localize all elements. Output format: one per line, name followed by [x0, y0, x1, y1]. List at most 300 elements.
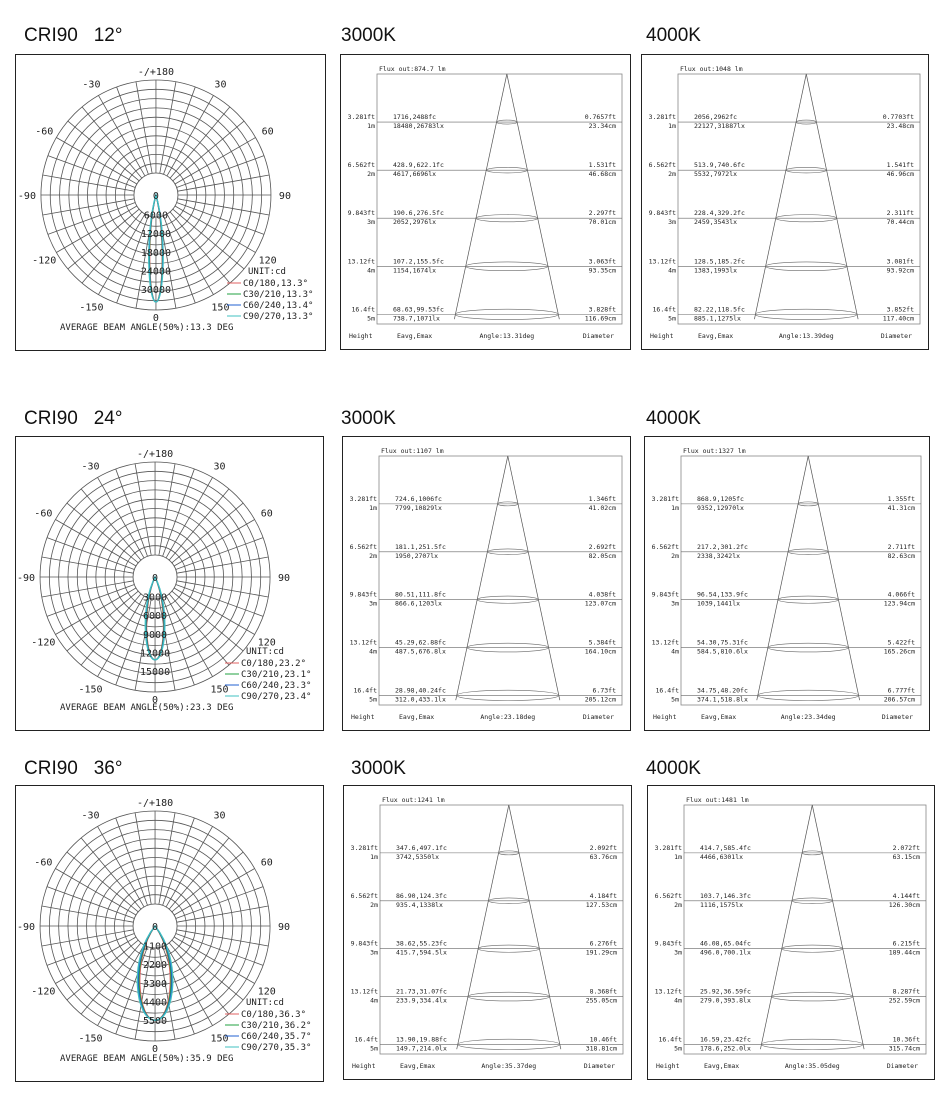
height-ft-label: 9.843ft — [654, 939, 682, 948]
polar-grid-spoke — [177, 203, 264, 235]
polar-grid-spoke — [47, 538, 134, 570]
diameter-ft-label: 8.287ft — [892, 987, 920, 996]
illuminance-fc-label: 46.08,65.04fc — [700, 939, 751, 948]
illuminance-lx-label: 312.0,433.1lx — [395, 695, 446, 704]
illuminance-fc-label: 25.92,36.59fc — [700, 987, 751, 996]
radial-tick-label: 4400 — [143, 997, 168, 1009]
polar-title: CRI90 36° — [24, 758, 123, 779]
illuminance-fc-label: 107.2,155.5fc — [393, 257, 444, 266]
diameter-cm-label: 206.57cm — [883, 695, 915, 704]
cone-edge — [509, 805, 561, 1049]
illuminance-lx-label: 2052,2976lx — [393, 218, 437, 227]
illuminance-lx-label: 584.5,810.6lx — [697, 647, 748, 656]
diameter-ft-label: 5.384ft — [588, 638, 616, 647]
diameter-cm-label: 93.92cm — [886, 266, 914, 275]
polar-angle-label: 120 — [257, 986, 276, 998]
cone-panel — [342, 436, 631, 731]
radial-tick-label: 3300 — [143, 978, 168, 990]
cone-diagram — [648, 786, 936, 1081]
polar-top-label: -/+180 — [136, 798, 174, 809]
polar-grid-spoke — [177, 906, 269, 922]
diameter-cm-label: 205.12cm — [584, 695, 616, 704]
illuminance-fc-label: 68.63,99.53fc — [393, 305, 444, 314]
polar-grid-spoke — [177, 930, 269, 946]
illuminance-lx-label: 738.7,1071lx — [393, 314, 440, 323]
cone-frame — [380, 805, 623, 1054]
polar-grid-spoke — [82, 107, 142, 178]
diameter-cm-label: 63.76cm — [589, 852, 617, 861]
polar-grid-spoke — [82, 212, 142, 283]
polar-grid-spoke — [163, 818, 195, 905]
illuminance-lx-label: 885.1,1275lx — [694, 314, 741, 323]
polar-title: CRI90 24° — [24, 408, 123, 429]
diameter-ft-label: 6.215ft — [892, 939, 920, 948]
polar-angle-label: -90 — [17, 573, 36, 584]
illuminance-fc-label: 1716,2488fc — [393, 113, 437, 122]
illuminance-fc-label: 128.5,185.2fc — [694, 257, 745, 266]
flux-label: Flux out:1327 lm — [683, 447, 746, 455]
height-ft-label: 16.4ft — [658, 1035, 682, 1044]
height-ft-label: 3.281ft — [349, 494, 377, 503]
polar-grid-spoke — [172, 591, 243, 651]
diameter-ft-label: 1.541ft — [886, 161, 914, 170]
illuminance-lx-label: 9352,12970lx — [697, 503, 744, 512]
radial-tick-label: 3000 — [143, 592, 168, 604]
cone-panel — [340, 54, 631, 350]
diameter-ft-label: 10.36ft — [892, 1035, 920, 1044]
polar-top-label: -/+180 — [136, 449, 174, 460]
diameter-cm-label: 191.29cm — [585, 948, 617, 957]
polar-grid-spoke — [159, 813, 175, 905]
radial-tick-label: 6000 — [143, 611, 168, 623]
cone-edge — [760, 805, 812, 1049]
illuminance-fc-label: 45.29,62.88fc — [395, 638, 446, 647]
illuminance-fc-label: 513.9,740.6fc — [694, 161, 745, 170]
polar-diagram — [16, 437, 325, 732]
flux-label: Flux out:1241 lm — [382, 796, 445, 804]
height-ft-label: 9.843ft — [347, 209, 375, 218]
flux-label: Flux out:874.7 lm — [379, 65, 446, 73]
polar-grid-spoke — [176, 538, 263, 570]
polar-angle-label: 0 — [152, 1044, 159, 1055]
footer-diameter: Diameter — [583, 1062, 615, 1070]
illuminance-fc-label: 190.6,276.5fc — [393, 209, 444, 218]
flux-label: Flux out:1048 lm — [680, 65, 743, 73]
diameter-cm-label: 82.63cm — [887, 551, 915, 560]
polar-angle-label: 0 — [152, 695, 159, 706]
legend-entry: C0/180,36.3° — [241, 1010, 307, 1020]
legend-entry: C90/270,35.3° — [241, 1043, 312, 1053]
polar-grid-spoke — [172, 940, 243, 1000]
height-m-label: 1m — [367, 122, 375, 131]
cone-header-4000k: 4000K — [646, 758, 701, 779]
legend-entry: C90/270,13.3° — [243, 312, 314, 322]
height-m-label: 3m — [367, 218, 375, 227]
legend-entry: C30/210,36.2° — [241, 1021, 312, 1031]
polar-angle-label: 30 — [213, 461, 226, 473]
cone-frame — [684, 805, 926, 1054]
height-m-label: 1m — [668, 122, 676, 131]
footer-diameter: Diameter — [881, 713, 913, 721]
diameter-ft-label: 2.711ft — [887, 542, 915, 551]
polar-grid-spoke — [163, 87, 195, 174]
cone-diagram — [343, 437, 632, 732]
height-m-label: 5m — [674, 1044, 682, 1053]
height-m-label: 4m — [370, 996, 378, 1005]
diameter-cm-label: 116.69cm — [584, 314, 616, 323]
polar-grid-spoke — [173, 121, 244, 181]
polar-grid-spoke — [81, 838, 141, 909]
height-ft-label: 9.843ft — [349, 590, 377, 599]
polar-angle-label: -30 — [81, 810, 100, 822]
illuminance-lx-label: 1039,1441lx — [697, 599, 741, 608]
diameter-ft-label: 2.692ft — [588, 542, 616, 551]
polar-grid-spoke — [48, 203, 135, 235]
illuminance-lx-label: 7799,10829lx — [395, 503, 442, 512]
footer-eavg: Eavg,Emax — [701, 713, 737, 721]
height-m-label: 3m — [370, 948, 378, 957]
illuminance-lx-label: 415.7,594.5lx — [396, 948, 447, 957]
illuminance-fc-label: 217.2,301.2fc — [697, 542, 748, 551]
footer-diameter: Diameter — [582, 713, 614, 721]
footer-diameter: Diameter — [880, 332, 912, 340]
polar-grid-spoke — [159, 464, 175, 556]
height-m-label: 1m — [674, 852, 682, 861]
diameter-cm-label: 70.44cm — [886, 218, 914, 227]
polar-grid-spoke — [176, 585, 263, 617]
beam-angle-label: AVERAGE BEAM ANGLE(50%):35.9 DEG — [60, 1054, 234, 1064]
diameter-ft-label: 8.368ft — [589, 987, 617, 996]
legend-entry: C90/270,23.4° — [241, 692, 312, 702]
polar-angle-label: -90 — [17, 191, 36, 202]
cone-edge — [812, 805, 864, 1049]
diameter-cm-label: 318.81cm — [585, 1044, 617, 1053]
height-m-label: 4m — [367, 266, 375, 275]
cone-edge — [457, 805, 509, 1049]
polar-angle-label: -60 — [34, 508, 53, 520]
footer-angle: Angle:13.39deg — [778, 332, 834, 340]
cone-edge — [456, 456, 508, 700]
polar-grid-spoke — [81, 594, 141, 665]
cone-frame — [377, 74, 622, 324]
polar-grid-spoke — [136, 82, 152, 174]
illuminance-fc-label: 16.59,23.42fc — [700, 1035, 751, 1044]
diameter-ft-label: 6.73ft — [592, 686, 616, 695]
polar-angle-label: 90 — [278, 191, 291, 202]
polar-angle-label: -120 — [31, 986, 56, 998]
footer-angle: Angle:23.18deg — [480, 713, 536, 721]
cone-header-3000k: 3000K — [351, 758, 406, 779]
illuminance-lx-label: 374.1,518.8lx — [697, 695, 748, 704]
polar-angle-label: 90 — [278, 922, 291, 933]
diameter-ft-label: 4.184ft — [589, 891, 617, 900]
polar-grid-spoke — [116, 469, 148, 556]
flux-label: Flux out:1481 lm — [686, 796, 749, 804]
illuminance-fc-label: 28.98,40.24fc — [395, 686, 446, 695]
footer-height: Height — [349, 332, 373, 340]
height-m-label: 2m — [367, 170, 375, 179]
cone-panel — [641, 54, 929, 350]
illuminance-lx-label: 1950,2707lx — [395, 551, 439, 560]
polar-angle-label: -150 — [79, 302, 104, 314]
diameter-ft-label: 2.311ft — [886, 209, 914, 218]
polar-grid-spoke — [178, 199, 270, 215]
polar-grid-spoke — [42, 557, 134, 573]
polar-diagram — [16, 786, 325, 1083]
illuminance-fc-label: 86.90,124.3fc — [396, 891, 447, 900]
diameter-ft-label: 1.346ft — [588, 494, 616, 503]
footer-diameter: Diameter — [886, 1062, 918, 1070]
diameter-cm-label: 117.40cm — [882, 314, 914, 323]
illuminance-lx-label: 5532,7972lx — [694, 170, 738, 179]
height-ft-label: 9.843ft — [350, 939, 378, 948]
height-m-label: 2m — [671, 551, 679, 560]
illuminance-lx-label: 1154,1674lx — [393, 266, 437, 275]
height-m-label: 1m — [370, 852, 378, 861]
illuminance-fc-label: 103.7,146.3fc — [700, 891, 751, 900]
diameter-ft-label: 3.063ft — [588, 257, 616, 266]
illuminance-lx-label: 233.9,334.4lx — [396, 996, 447, 1005]
height-ft-label: 3.281ft — [347, 113, 375, 122]
radial-tick-label: 12000 — [139, 648, 171, 660]
polar-angle-label: 60 — [261, 126, 274, 138]
polar-angle-label: -120 — [32, 255, 57, 267]
height-m-label: 1m — [671, 503, 679, 512]
illuminance-fc-label: 181.1,251.5fc — [395, 542, 446, 551]
polar-grid-spoke — [177, 156, 264, 188]
cone-edge — [754, 74, 806, 319]
polar-panel — [15, 436, 324, 731]
polar-angle-label: 150 — [210, 684, 229, 696]
illuminance-fc-label: 414.7,585.4fc — [700, 843, 751, 852]
polar-diagram — [16, 55, 327, 352]
cone-diagram — [341, 55, 632, 351]
height-ft-label: 13.12ft — [350, 987, 378, 996]
cone-header-4000k: 4000K — [646, 408, 701, 429]
polar-grid-spoke — [177, 557, 269, 573]
polar-panel — [15, 54, 326, 351]
illuminance-fc-label: 38.62,55.23fc — [396, 939, 447, 948]
cone-diagram — [642, 55, 930, 351]
illuminance-lx-label: 4617,6696lx — [393, 170, 437, 179]
polar-angle-label: 0 — [152, 313, 159, 324]
height-ft-label: 6.562ft — [654, 891, 682, 900]
illuminance-lx-label: 866.6,1203lx — [395, 599, 442, 608]
height-ft-label: 16.4ft — [351, 305, 375, 314]
diameter-cm-label: 41.31cm — [887, 503, 915, 512]
diameter-ft-label: 3.081ft — [886, 257, 914, 266]
illuminance-fc-label: 2056,2962fc — [694, 113, 738, 122]
height-m-label: 3m — [668, 218, 676, 227]
height-ft-label: 6.562ft — [347, 161, 375, 170]
cone-frame — [678, 74, 920, 324]
diameter-ft-label: 6.276ft — [589, 939, 617, 948]
polar-grid-spoke — [178, 175, 270, 191]
height-ft-label: 3.281ft — [350, 843, 378, 852]
height-m-label: 3m — [369, 599, 377, 608]
cone-edge — [454, 74, 506, 319]
illuminance-fc-label: 54.30,75.31fc — [697, 638, 748, 647]
diameter-cm-label: 70.01cm — [588, 218, 616, 227]
illuminance-lx-label: 18480,26783lx — [393, 122, 444, 131]
height-m-label: 4m — [369, 647, 377, 656]
cone-edge — [757, 456, 808, 700]
footer-height: Height — [650, 332, 674, 340]
polar-grid-spoke — [170, 107, 230, 178]
diameter-ft-label: 6.777ft — [887, 686, 915, 695]
illuminance-fc-label: 347.6,497.1fc — [396, 843, 447, 852]
illuminance-fc-label: 96.54,133.9fc — [697, 590, 748, 599]
height-m-label: 2m — [370, 900, 378, 909]
polar-grid-spoke — [48, 156, 135, 188]
radial-tick-label: 15000 — [139, 667, 171, 678]
polar-angle-label: 150 — [211, 302, 230, 314]
polar-grid-spoke — [135, 464, 151, 556]
polar-angle-label: 150 — [210, 1033, 229, 1045]
diameter-ft-label: 4.066ft — [887, 590, 915, 599]
polar-angle-label: 30 — [213, 810, 226, 822]
height-ft-label: 13.12ft — [651, 638, 679, 647]
radial-tick-label: 12000 — [140, 229, 172, 241]
cone-header-4000k: 4000K — [646, 25, 701, 46]
height-m-label: 5m — [671, 695, 679, 704]
radial-tick-label: 6000 — [143, 210, 168, 222]
polar-grid-spoke — [47, 585, 134, 617]
polar-angle-label: -90 — [17, 922, 36, 933]
illuminance-lx-label: 1116,1575lx — [700, 900, 744, 909]
radial-tick-label: 1100 — [143, 941, 168, 953]
diameter-cm-label: 46.68cm — [588, 170, 616, 179]
illuminance-lx-label: 149.7,214.0lx — [396, 1044, 447, 1053]
polar-grid-spoke — [170, 212, 230, 283]
illuminance-lx-label: 2459,3543lx — [694, 218, 738, 227]
polar-angle-label: -120 — [31, 637, 56, 649]
polar-angle-label: -30 — [82, 79, 101, 91]
diameter-cm-label: 93.35cm — [588, 266, 616, 275]
diameter-cm-label: 23.34cm — [588, 122, 616, 131]
illuminance-lx-label: 178.6,252.0lx — [700, 1044, 751, 1053]
diameter-ft-label: 2.297ft — [588, 209, 616, 218]
height-ft-label: 9.843ft — [651, 590, 679, 599]
polar-panel — [15, 785, 324, 1082]
polar-angle-label: -60 — [34, 857, 53, 869]
radial-tick-label: 5500 — [143, 1016, 168, 1027]
illuminance-fc-label: 21.73,31.07fc — [396, 987, 447, 996]
polar-angle-label: 60 — [260, 857, 273, 869]
polar-grid-spoke — [117, 87, 149, 174]
diameter-cm-label: 189.44cm — [888, 948, 920, 957]
footer-eavg: Eavg,Emax — [698, 332, 734, 340]
cone-edge — [808, 456, 859, 700]
diameter-cm-label: 123.94cm — [883, 599, 915, 608]
cone-panel — [644, 436, 930, 731]
cone-frame — [379, 456, 622, 705]
footer-angle: Angle:13.31deg — [479, 332, 535, 340]
cone-diagram — [344, 786, 633, 1081]
diameter-cm-label: 127.53cm — [585, 900, 617, 909]
cone-edge — [507, 74, 559, 319]
beam-angle-label: AVERAGE BEAM ANGLE(50%):13.3 DEG — [60, 323, 234, 333]
footer-diameter: Diameter — [582, 332, 614, 340]
diameter-cm-label: 41.02cm — [588, 503, 616, 512]
polar-grid-spoke — [177, 581, 269, 597]
polar-grid-spoke — [81, 489, 141, 560]
diameter-ft-label: 4.038ft — [588, 590, 616, 599]
illuminance-fc-label: 724.6,1006fc — [395, 494, 442, 503]
footer-eavg: Eavg,Emax — [704, 1062, 740, 1070]
height-m-label: 5m — [367, 314, 375, 323]
polar-grid-spoke — [172, 852, 243, 912]
polar-center-label: 0 — [152, 922, 159, 933]
polar-grid-spoke — [68, 209, 139, 269]
polar-grid-spoke — [43, 175, 135, 191]
height-ft-label: 6.562ft — [651, 542, 679, 551]
diameter-ft-label: 2.092ft — [589, 843, 617, 852]
footer-eavg: Eavg,Emax — [397, 332, 433, 340]
illuminance-fc-label: 868.9,1205fc — [697, 494, 744, 503]
polar-grid-spoke — [67, 591, 138, 651]
diameter-cm-label: 255.05cm — [585, 996, 617, 1005]
height-ft-label: 16.4ft — [354, 1035, 378, 1044]
polar-top-label: -/+180 — [137, 67, 175, 78]
diameter-cm-label: 63.15cm — [892, 852, 920, 861]
polar-grid-spoke — [42, 906, 134, 922]
polar-angle-label: 60 — [260, 508, 273, 520]
diameter-ft-label: 1.355ft — [887, 494, 915, 503]
footer-height: Height — [656, 1062, 680, 1070]
polar-grid-spoke — [42, 930, 134, 946]
illuminance-fc-label: 80.51,111.8fc — [395, 590, 446, 599]
polar-grid-spoke — [169, 943, 229, 1014]
footer-angle: Angle:35.05deg — [784, 1062, 840, 1070]
radial-tick-label: 2200 — [143, 960, 168, 972]
polar-angle-label: -150 — [78, 684, 103, 696]
illuminance-lx-label: 2338,3242lx — [697, 551, 741, 560]
cone-header-3000k: 3000K — [341, 25, 396, 46]
diameter-ft-label: 3.852ft — [886, 305, 914, 314]
cone-panel — [647, 785, 935, 1080]
height-ft-label: 13.12ft — [347, 257, 375, 266]
footer-height: Height — [352, 1062, 376, 1070]
illuminance-fc-label: 82.22,118.5fc — [694, 305, 745, 314]
polar-grid-spoke — [67, 503, 138, 563]
diameter-ft-label: 3.828ft — [588, 305, 616, 314]
polar-angle-label: 30 — [214, 79, 227, 91]
illuminance-lx-label: 496.0,700.1lx — [700, 948, 751, 957]
diameter-cm-label: 82.05cm — [588, 551, 616, 560]
polar-grid-spoke — [172, 503, 243, 563]
polar-grid-spoke — [176, 887, 263, 919]
illuminance-lx-label: 22127,31887lx — [694, 122, 745, 131]
footer-eavg: Eavg,Emax — [399, 713, 435, 721]
height-ft-label: 6.562ft — [648, 161, 676, 170]
diameter-cm-label: 164.10cm — [584, 647, 616, 656]
beam-angle-label: AVERAGE BEAM ANGLE(50%):23.3 DEG — [60, 703, 234, 713]
height-m-label: 5m — [370, 1044, 378, 1053]
illuminance-fc-label: 228.4,329.2fc — [694, 209, 745, 218]
legend-entry: C60/240,35.7° — [241, 1032, 312, 1042]
height-ft-label: 9.843ft — [648, 209, 676, 218]
legend-entry: C0/180,23.2° — [241, 659, 307, 669]
radial-tick-label: 24000 — [140, 266, 172, 278]
diameter-cm-label: 315.74cm — [888, 1044, 920, 1053]
polar-grid-spoke — [67, 940, 138, 1000]
diameter-cm-label: 46.96cm — [886, 170, 914, 179]
diameter-ft-label: 5.422ft — [887, 638, 915, 647]
illuminance-lx-label: 4466,6301lx — [700, 852, 744, 861]
illuminance-lx-label: 935.4,1338lx — [396, 900, 443, 909]
polar-grid-spoke — [169, 594, 229, 665]
